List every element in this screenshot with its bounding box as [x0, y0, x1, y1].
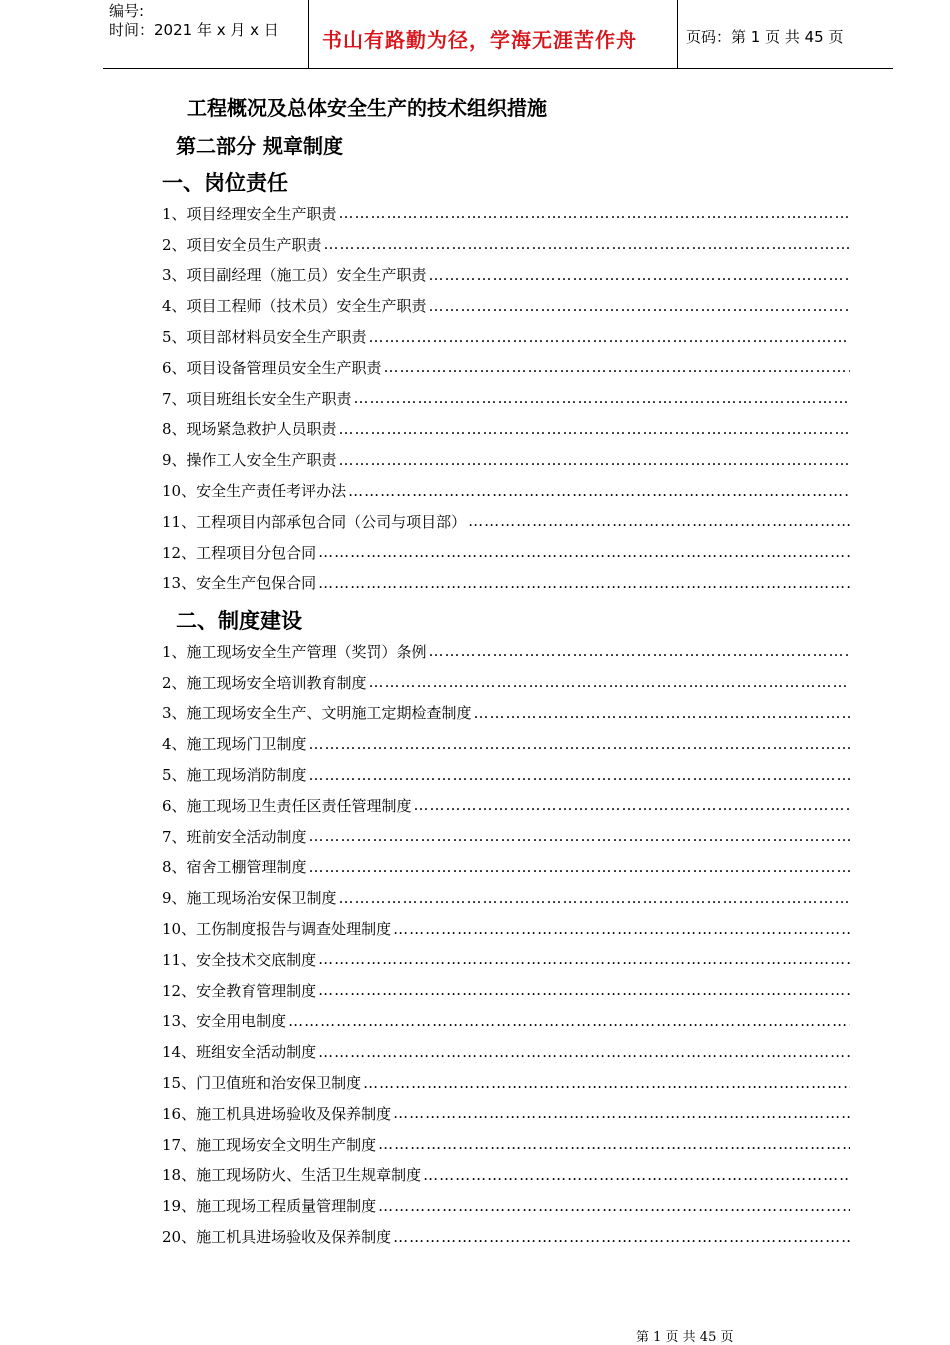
toc-entry-title: 4、项目工程师（技术员）安全生产职责 [162, 297, 427, 316]
toc-entry-title: 6、施工现场卫生责任区责任管理制度 [162, 796, 412, 815]
toc-entry-title: 17、施工现场安全文明生产制度 [162, 1135, 377, 1154]
toc-entry[interactable] [162, 260, 850, 291]
toc-entry-title: 8、宿舍工棚管理制度 [162, 858, 307, 877]
toc-leader-dots [429, 266, 850, 284]
section-heading-systems: 二、制度建设 [176, 609, 302, 633]
toc-leader-dots [369, 328, 850, 346]
toc-entry[interactable] [162, 913, 850, 944]
toc-entry[interactable] [162, 568, 850, 599]
toc-entry-title: 7、项目班组长安全生产职责 [162, 389, 352, 408]
toc-entry[interactable] [162, 852, 850, 883]
toc-entry[interactable] [162, 698, 850, 729]
toc-entry-title: 3、施工现场安全生产、文明施工定期检查制度 [162, 704, 472, 723]
toc-entry-title: 11、安全技术交底制度 [162, 950, 317, 969]
toc-entry-title: 9、施工现场治安保卫制度 [162, 889, 337, 908]
toc-leader-dots [474, 704, 850, 722]
section-heading-duties: 一、岗位责任 [162, 171, 288, 195]
toc-leader-dots [318, 543, 850, 561]
toc-entry[interactable] [162, 728, 850, 759]
toc-entry-title: 19、施工现场工程质量管理制度 [162, 1197, 377, 1216]
toc-entry-title: 20、施工机具进场验收及保养制度 [162, 1228, 392, 1247]
toc-entry-title: 13、安全用电制度 [162, 1012, 287, 1031]
toc-entry[interactable] [162, 759, 850, 790]
toc-entry[interactable] [162, 444, 850, 475]
toc-entry[interactable] [162, 1129, 850, 1160]
toc-entry-title: 18、施工现场防火、生活卫生规章制度 [162, 1166, 422, 1185]
toc-leader-dots [309, 735, 850, 753]
time-label: 时间：2021 年 x 月 x 日 [109, 21, 279, 39]
toc-leader-dots [309, 766, 850, 784]
toc-entry-title: 8、现场紧急救护人员职责 [162, 420, 337, 439]
toc-entry-title: 6、项目设备管理员安全生产职责 [162, 358, 382, 377]
toc-entry[interactable] [162, 1221, 850, 1252]
document-title: 工程概况及总体安全生产的技术组织措施 [187, 96, 547, 120]
toc-entry[interactable] [162, 506, 850, 537]
toc-entry[interactable] [162, 475, 850, 506]
page-header [103, 0, 893, 69]
toc-list-duties [162, 198, 850, 598]
toc-leader-dots [393, 1104, 850, 1122]
toc-entry[interactable] [162, 321, 850, 352]
toc-entry[interactable] [162, 636, 850, 667]
toc-entry-title: 11、工程项目内部承包合同（公司与项目部） [162, 512, 467, 531]
toc-entry-title: 5、施工现场消防制度 [162, 766, 307, 785]
toc-leader-dots [393, 1228, 850, 1246]
toc-entry[interactable] [162, 1190, 850, 1221]
toc-entry-title: 9、操作工人安全生产职责 [162, 451, 337, 470]
toc-leader-dots [423, 1166, 850, 1184]
toc-entry-title: 1、施工现场安全生产管理（奖罚）条例 [162, 642, 427, 661]
toc-leader-dots [318, 574, 850, 592]
toc-entry[interactable] [162, 882, 850, 913]
toc-leader-dots [378, 1197, 850, 1215]
toc-entry-title: 1、项目经理安全生产职责 [162, 204, 337, 223]
toc-leader-dots [288, 1012, 850, 1030]
toc-leader-dots [363, 1074, 850, 1092]
toc-leader-dots [348, 482, 850, 500]
toc-entry[interactable] [162, 667, 850, 698]
toc-leader-dots [318, 981, 850, 999]
toc-entry[interactable] [162, 1160, 850, 1191]
header-motto: 书山有路勤为径，学海无涯苦作舟 [322, 28, 637, 52]
toc-leader-dots [414, 796, 850, 814]
toc-leader-dots [378, 1135, 850, 1153]
toc-entry-title: 10、工伤制度报告与调查处理制度 [162, 920, 392, 939]
toc-entry-title: 15、门卫值班和治安保卫制度 [162, 1074, 362, 1093]
toc-entry[interactable] [162, 383, 850, 414]
toc-entry[interactable] [162, 352, 850, 383]
toc-entry[interactable] [162, 1067, 850, 1098]
toc-leader-dots [339, 451, 850, 469]
toc-entry-title: 5、项目部材料员安全生产职责 [162, 328, 367, 347]
toc-entry[interactable] [162, 1036, 850, 1067]
toc-entry[interactable] [162, 975, 850, 1006]
toc-leader-dots [339, 420, 850, 438]
toc-leader-dots [468, 512, 850, 530]
toc-entry[interactable] [162, 290, 850, 321]
header-meta [109, 2, 279, 40]
toc-leader-dots [354, 389, 850, 407]
toc-entry-title: 3、项目副经理（施工员）安全生产职责 [162, 266, 427, 285]
toc-entry[interactable] [162, 790, 850, 821]
toc-entry-title: 2、项目安全员生产职责 [162, 235, 322, 254]
toc-leader-dots [324, 235, 850, 253]
toc-leader-dots [309, 827, 850, 845]
toc-entry[interactable] [162, 944, 850, 975]
toc-leader-dots [369, 673, 850, 691]
toc-leader-dots [339, 889, 850, 907]
toc-leader-dots [309, 858, 850, 876]
toc-entry-title: 2、施工现场安全培训教育制度 [162, 673, 367, 692]
toc-list-systems [162, 636, 850, 1252]
document-subtitle: 第二部分 规章制度 [176, 134, 343, 158]
toc-entry[interactable] [162, 537, 850, 568]
toc-entry-title: 10、安全生产责任考评办法 [162, 482, 347, 501]
toc-entry-title: 4、施工现场门卫制度 [162, 735, 307, 754]
toc-leader-dots [318, 950, 850, 968]
toc-leader-dots [393, 920, 850, 938]
toc-entry-title: 14、班组安全活动制度 [162, 1043, 317, 1062]
toc-leader-dots [339, 204, 850, 222]
toc-leader-dots [384, 358, 850, 376]
toc-entry[interactable] [162, 821, 850, 852]
toc-entry-title: 7、班前安全活动制度 [162, 827, 307, 846]
toc-entry[interactable] [162, 414, 850, 445]
serial-label: 编号: [109, 2, 145, 20]
toc-entry[interactable] [162, 1098, 850, 1129]
header-divider-left [308, 0, 309, 68]
toc-entry-title: 16、施工机具进场验收及保养制度 [162, 1104, 392, 1123]
toc-entry-title: 12、安全教育管理制度 [162, 981, 317, 1000]
page-footer: 第 1 页 共 45 页 [636, 1330, 734, 1345]
header-divider-right [677, 0, 678, 68]
toc-entry-title: 13、安全生产包保合同 [162, 574, 317, 593]
toc-entry[interactable] [162, 1006, 850, 1037]
toc-entry[interactable] [162, 198, 850, 229]
toc-entry-title: 12、工程项目分包合同 [162, 543, 317, 562]
toc-leader-dots [429, 297, 850, 315]
toc-leader-dots [429, 642, 850, 660]
toc-entry[interactable] [162, 229, 850, 260]
header-page-info: 页码：第 1 页 共 45 页 [686, 28, 844, 46]
toc-leader-dots [318, 1043, 850, 1061]
